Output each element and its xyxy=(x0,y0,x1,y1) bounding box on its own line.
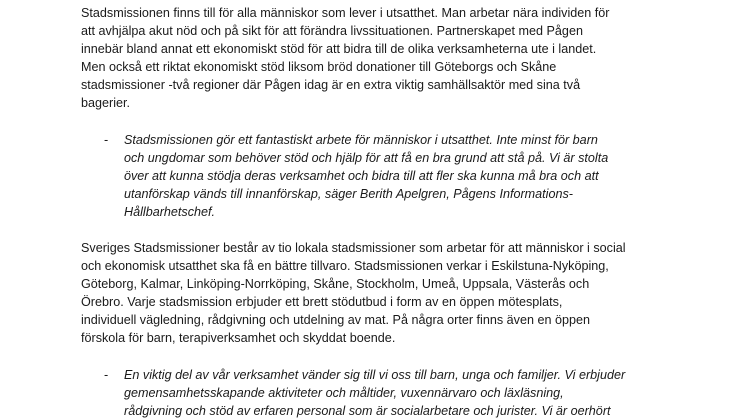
text-line: stadsmissioner -två regioner där Pågen idag är en extra viktig samhällsaktör med sina två xyxy=(81,78,581,93)
text-line: Örebro. Varje stadsmission erbjuder ett brett stödutbud i form av en öppen mötesplats, xyxy=(81,295,563,310)
quote-line: och ungdomar som behöver stöd och hjälp för att få en bra grund att stå på. Vi är stolta xyxy=(124,151,609,166)
bullet-dash: - xyxy=(104,368,109,382)
quote-line: rådgivning och stöd av erfaren personal som är socialarbetare och jurister. Vi är oerhört xyxy=(124,404,611,419)
quote-line: utanförskap vänds till innanförskap, säger Berith Apelgren, Pågens Informations- xyxy=(124,187,573,202)
text-line: förskola för barn, terapiverksamhet och skyddat boende. xyxy=(81,331,396,346)
quote-line: över att kunna stödja deras verksamhet och bidra till att fler ska kunna må bra och att xyxy=(124,169,599,184)
paragraph-sveriges-stadsmissioner xyxy=(81,239,721,348)
text-line: Sveriges Stadsmissioner består av tio lokala stadsmissioner som arbetar för att människor i social xyxy=(81,241,626,255)
quote-line: En viktig del av vår verksamhet vänder sig till vi oss till barn, unga och familjer. Vi erbjuder xyxy=(124,368,626,382)
text-line: Göteborg, Kalmar, Linköping-Norrköping, Skåne, Stockholm, Umeå, Uppsala, Västerås och xyxy=(81,277,590,292)
text-line: innebär bland annat ett ekonomiskt stöd för att bidra till de olika verksamheterna ute i landet. xyxy=(81,42,597,57)
text-line: Stadsmissionen finns till för alla människor som lever i utsatthet. Man arbetar nära individen för xyxy=(81,6,610,20)
text-line: och ekonomisk utsatthet ska få en bättre tillvaro. Stadsmissionen verkar i Eskilstuna-Nyköping, xyxy=(81,259,609,274)
text-line: bagerier. xyxy=(81,96,131,111)
quote-line: gemensamhetsskapande aktiviteter och måltider, vuxennärvaro och läxläsning, xyxy=(124,386,564,401)
paragraph-stadsmissionen-intro xyxy=(81,4,721,113)
quote-line: Hållbarhetschef. xyxy=(124,205,216,220)
text-line: att avhjälpa akut nöd och på sikt för att förändra livssituationen. Partnerskapet med Pågen xyxy=(81,24,583,39)
text-line: individuell vägledning, rådgivning och utdelning av mat. På några orter finns även en öppen xyxy=(81,313,590,328)
quote-line: Stadsmissionen gör ett fantastiskt arbete för människor i utsatthet. Inte minst för barn xyxy=(124,133,598,147)
bullet-dash: - xyxy=(104,133,109,147)
text-line: Men också ett riktat ekonomiskt stöd liksom bröd donationer till Göteborgs och Skåne xyxy=(81,60,557,75)
